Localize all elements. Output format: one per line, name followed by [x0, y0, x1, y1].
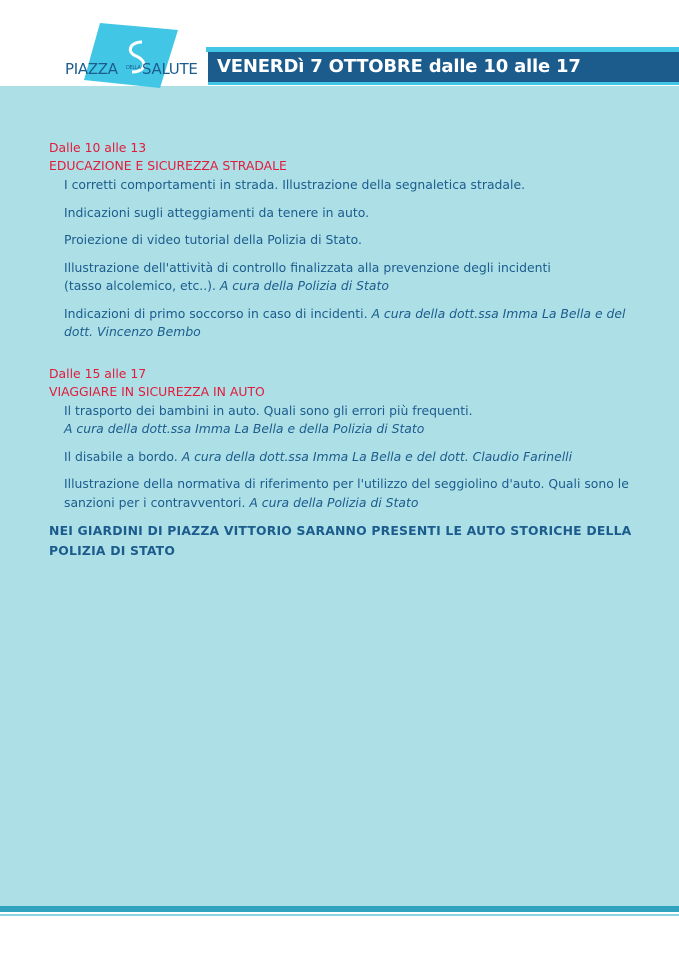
item-note: A cura della dott.ssa Imma La Bella e della Polizia di Stato [64, 421, 425, 436]
page-title: VENERDì 7 OTTOBRE dalle 10 alle 17 [217, 56, 581, 77]
list-item: Illustrazione dell'attività di controllo finalizzata alla prevenzione degli incidenti (tasso alcolemico, etc..). A cura della Polizia di Stato [64, 259, 551, 293]
section-morning [49, 139, 639, 342]
section-afternoon [49, 365, 639, 513]
section-time: Dalle 15 alle 17 [49, 365, 147, 381]
closing-announcement: NEI GIARDINI DI PIAZZA VITTORIO SARANNO PRESENTI LE AUTO STORICHE DELLA POLIZIA DI STATO [49, 523, 632, 558]
list-item: Indicazioni di primo soccorso in caso di incidenti. A cura della dott.ssa Imma La Bella e del dott. Vincenzo Bembo [64, 305, 626, 339]
header-band-bottom-stripe [208, 82, 679, 85]
logo-della-text: DELLA [126, 65, 141, 71]
section-title: EDUCAZIONE E SICUREZZA STRADALE [49, 158, 287, 173]
section-spacer [49, 351, 639, 365]
list-item: Illustrazione della normativa di riferimento per l'utilizzo del seggiolino d'auto. Quali sono le sanzioni per i contravventori. A cura della Polizia di Stato [64, 476, 629, 510]
list-item: I corretti comportamenti in strada. Illustrazione della segnaletica stradale. [64, 177, 526, 192]
list-item: Il trasporto dei bambini in auto. Quali sono gli errori più frequenti. A cura della dott.ssa Imma La Bella e della Polizia di Stato [64, 402, 473, 436]
item-note: A cura della dott.ssa Imma La Bella e del dott. Vincenzo Bembo [64, 305, 626, 339]
list-item: Proiezione di video tutorial della Polizia di Stato. [64, 232, 362, 247]
item-note: A cura della dott.ssa Imma La Bella e del dott. Claudio Farinelli [181, 448, 573, 464]
section-title: VIAGGIARE IN SICUREZZA IN AUTO [49, 383, 265, 399]
list-item: Il disabile a bordo. A cura della dott.ssa Imma La Bella e del dott. Claudio Farinelli [64, 448, 573, 464]
program-content [49, 139, 639, 573]
item-note: A cura della Polizia di Stato [219, 278, 389, 293]
list-item: Indicazioni sugli atteggiamenti da tenere in auto. [64, 204, 370, 220]
logo-salute-text: SALUTE [142, 60, 198, 78]
section-time: Dalle 10 alle 13 [49, 140, 147, 155]
item-note: A cura della Polizia di Stato [249, 494, 419, 510]
logo-diamond-icon [60, 20, 210, 92]
footer-rule-thin [0, 914, 679, 916]
logo-piazza-text: PIAZZA [65, 60, 118, 78]
piazza-della-salute-logo [60, 20, 210, 92]
footer-rule [0, 906, 679, 912]
